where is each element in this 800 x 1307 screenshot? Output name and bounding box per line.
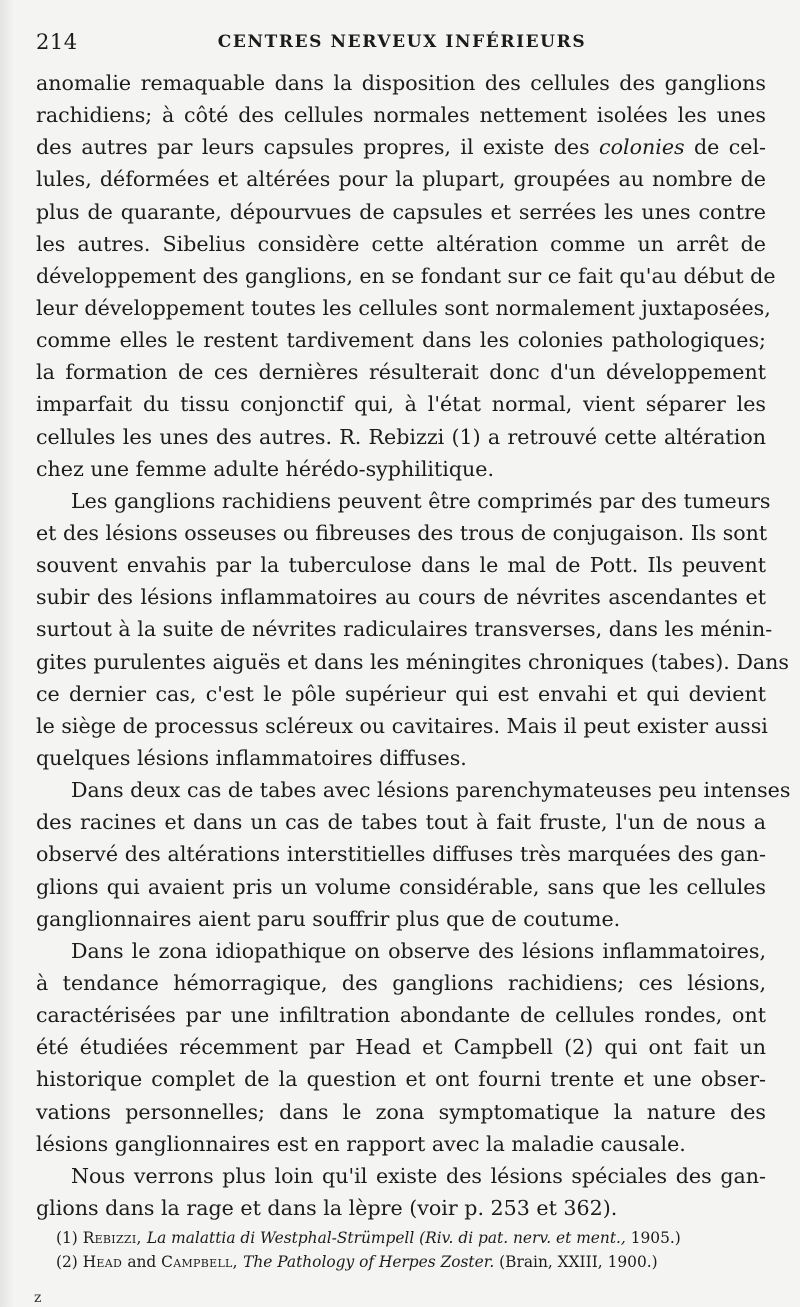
text-line: été étudiées récemment par Head et Campbell (2) qui ont fait un <box>36 1035 766 1060</box>
footnote-year: 1905.) <box>630 1229 681 1247</box>
text-run: de cel- <box>684 135 766 160</box>
text-line: gites purulentes aiguës et dans les méningites chroniques (tabes). Dans <box>36 649 789 674</box>
text-line: rachidiens; à côté des cellules normales nettement isolées les unes <box>36 103 766 128</box>
text-line: subir des lésions inflammatoires au cours de névrites ascendantes et <box>36 585 766 610</box>
text-line: glions qui avaient pris un volume considérable, sans que les cellules <box>36 874 766 899</box>
text-line: ganglionnaires aient paru souffrir plus que de coutume. <box>36 906 621 931</box>
footnote-author-2: Campbell, <box>161 1253 244 1271</box>
text-run: des autres par leurs capsules propres, il existe des <box>36 135 600 160</box>
footnote-journal: (Riv. di pat. nerv. et ment., <box>419 1229 631 1247</box>
text-line: leur développement toutes les cellules sont normalement juxtaposées, <box>36 295 771 320</box>
paragraph <box>36 935 766 1160</box>
paragraph <box>36 774 791 935</box>
page-bottom-mark: z <box>34 1290 42 1306</box>
footnote-marker: (2) <box>56 1253 83 1271</box>
text-line: plus de quarante, dépourvues de capsules et serrées les unes contre <box>36 199 766 224</box>
text-line: Nous verrons plus loin qu'il existe des lésions spéciales des gan- <box>71 1163 766 1188</box>
text-line: surtout à la suite de névrites radiculaires transverses, dans les ménin- <box>36 617 773 642</box>
text-line: Les ganglions rachidiens peuvent être comprimés par des tumeurs <box>71 488 771 513</box>
text-line: lésions ganglionnaires est en rapport avec la maladie causale. <box>36 1131 686 1156</box>
footnote-1 <box>56 1226 764 1250</box>
paragraph <box>36 67 776 485</box>
footnote-title: The Pathology of Herpes Zoster. <box>243 1253 500 1271</box>
text-line: et des lésions osseuses ou fibreuses des trous de conjugaison. Ils sont <box>36 520 768 545</box>
page-header <box>36 30 768 58</box>
text-line: historique complet de la question et ont fourni trente et une obser- <box>36 1067 766 1092</box>
text-line: comme elles le restent tardivement dans les colonies pathologiques; <box>36 328 766 353</box>
paragraph <box>36 485 789 774</box>
text-line: des racines et dans un cas de tabes tout à fait fruste, l'un de nous a <box>36 810 766 835</box>
footnote-joiner: and <box>127 1253 162 1271</box>
text-line: les autres. Sibelius considère cette altération comme un arrêt de <box>36 231 766 256</box>
text-line: Dans le zona idiopathique on observe des lésions inflammatoires, <box>71 938 766 963</box>
text-line: à tendance hémorragique, des ganglions rachidiens; ces lésions, <box>36 970 766 995</box>
text-line: souvent envahis par la tuberculose dans le mal de Pott. Ils peuvent <box>36 553 766 578</box>
text-line: quelques lésions inflammatoires diffuses. <box>36 745 467 770</box>
text-line: ce dernier cas, c'est le pôle supérieur qui est envahi et qui devient <box>36 681 766 706</box>
footnote-title: La malattia di Westphal-Strümpell <box>146 1229 420 1247</box>
footnotes <box>56 1226 764 1274</box>
text-line: imparfait du tissu conjonctif qui, à l'état normal, vient séparer les <box>36 392 766 417</box>
text-line: le siège de processus scléreux ou cavitaires. Mais il peut exister aussi <box>36 713 768 738</box>
paragraph <box>36 1160 766 1224</box>
running-head: CENTRES NERVEUX INFÉRIEURS <box>217 32 587 52</box>
text-line: observé des altérations interstitielles diffuses très marquées des gan- <box>36 842 766 867</box>
text-line: caractérisées par une infiltration abondante de cellules rondes, ont <box>36 1003 766 1028</box>
italic-term: colonies <box>599 135 685 160</box>
footnote-source: (Brain, XXIII, 1900.) <box>499 1253 658 1271</box>
footnote-author: Rebizzi, <box>82 1229 147 1247</box>
text-line: lules, déformées et altérées pour la plupart, groupées au nombre de <box>36 167 766 192</box>
text-line: vations personnelles; dans le zona symptomatique la nature des <box>36 1099 766 1124</box>
text-line: glions dans la rage et dans la lèpre (voir p. 253 et 362). <box>36 1195 618 1220</box>
body-text <box>36 67 791 1224</box>
text-line: anomalie remaquable dans la disposition des cellules des ganglions <box>36 71 766 95</box>
footnote-2 <box>56 1250 764 1274</box>
text-line: Dans deux cas de tabes avec lésions parenchymateuses peu intenses <box>71 778 791 803</box>
text-line: développement des ganglions, en se fondant sur ce fait qu'au début de <box>36 263 776 288</box>
text-line <box>36 131 766 163</box>
text-line: cellules les unes des autres. R. Rebizzi (1) a retrouvé cette altération <box>36 424 766 449</box>
footnote-marker: (1) <box>56 1229 83 1247</box>
text-line: la formation de ces dernières résulterait donc d'un développement <box>36 360 766 385</box>
footnote-author: Head <box>82 1253 128 1271</box>
text-line: chez une femme adulte hérédo-syphilitique. <box>36 456 495 481</box>
page-number: 214 <box>36 30 78 54</box>
